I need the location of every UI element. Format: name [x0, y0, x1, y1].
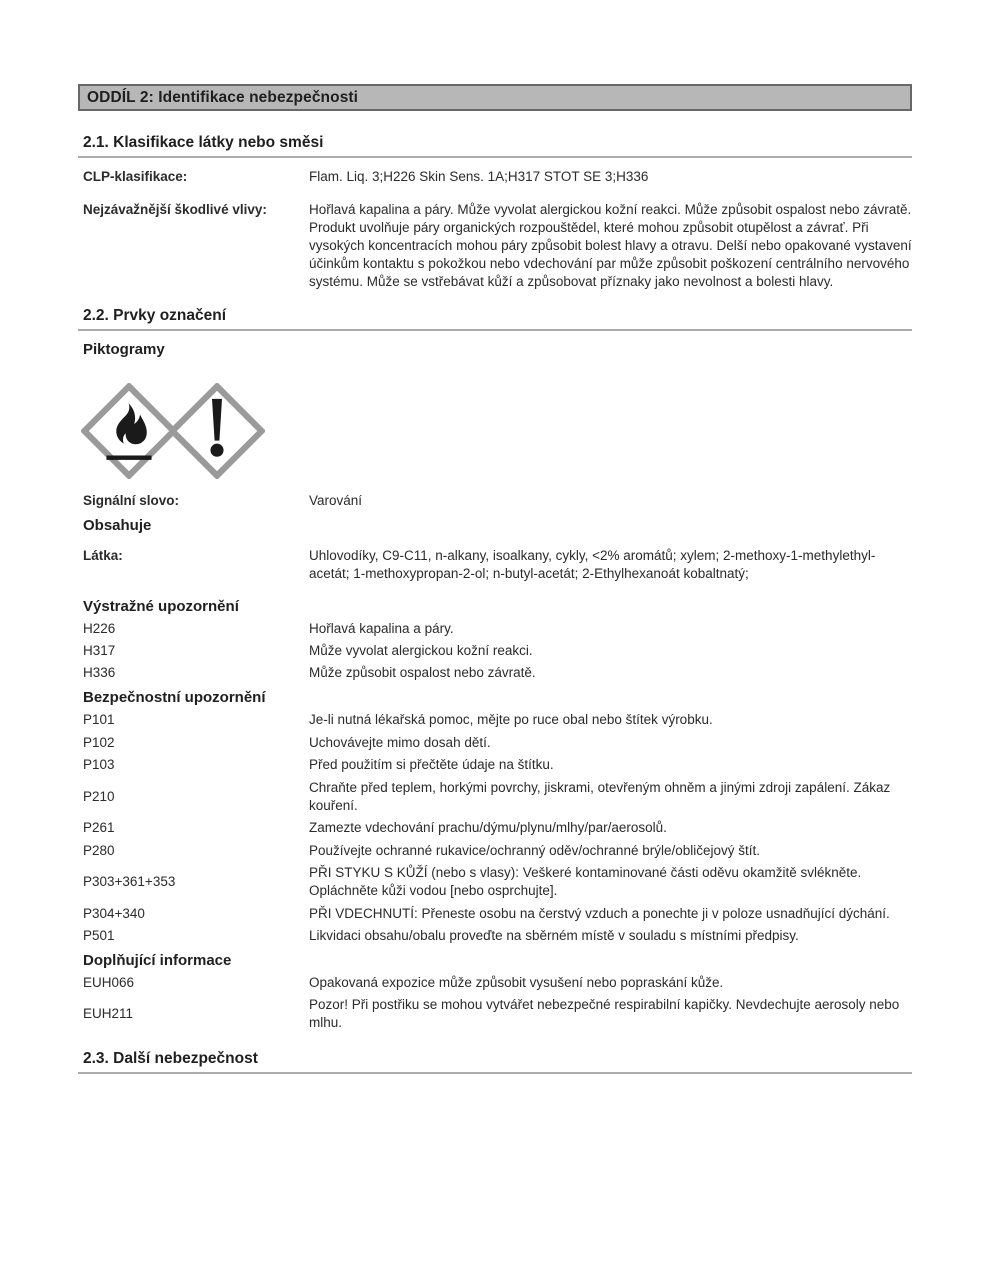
- hazard-code: H317: [83, 643, 116, 659]
- precaution-code: P303+361+353: [83, 874, 176, 890]
- signal-word-value: Varování: [309, 492, 363, 508]
- precaution-statement-row: [83, 927, 912, 945]
- precaution-statement-row: [83, 819, 912, 837]
- precaution-text: Uchovávejte mimo dosah dětí.: [309, 734, 491, 750]
- precaution-code: P280: [83, 842, 115, 858]
- subsection-2-1-title: 2.1. Klasifikace látky nebo směsi: [78, 134, 912, 158]
- precaution-code: P101: [83, 712, 115, 728]
- precaution-code: P261: [83, 820, 115, 836]
- signal-word-label: Signální slovo:: [83, 492, 180, 508]
- classification-rows: [78, 168, 912, 291]
- hazard-statements-heading: Výstražné upozornění: [83, 597, 239, 615]
- classification-row-label: Nejzávažnější škodlivé vlivy:: [83, 201, 267, 217]
- hazard-text: Může způsobit ospalost nebo závratě.: [309, 665, 536, 681]
- contains-heading: Obsahuje: [83, 516, 152, 534]
- supplemental-code: EUH211: [83, 1006, 134, 1022]
- precaution-code: P501: [83, 927, 115, 943]
- classification-row-value: Hořlavá kapalina a páry. Může vyvolat alergickou kožní reakci. Může způsobit ospalost nebo závratě. Produkt uvolňuje páry organických rozpouštědel, které mohou způsobit otupělost a závrať. Při vysokých koncentracích mohou páry způsobit bolest hlavy a otravu. Delší nebo opakované vystavení účinkům kontaktu s pokožkou nebo vdechování par může způsobit poškození centrálního nervového systému. Může se vstřebávat kůží a způsobovat příznaky jako nevolnost a bolesti hlavy.: [309, 201, 912, 289]
- precaution-statements: [78, 711, 912, 944]
- precaution-statements-heading: Bezpečnostní upozornění: [83, 689, 266, 707]
- hazard-code: H336: [83, 665, 116, 681]
- precaution-statement-row: [83, 756, 912, 774]
- precaution-statement-row: [83, 711, 912, 729]
- section-2-header-bar: [78, 84, 912, 111]
- hazard-text: Hořlavá kapalina a páry.: [309, 620, 454, 636]
- supplemental-info-heading: Doplňující informace: [83, 951, 232, 969]
- precaution-text: Chraňte před teplem, horkými povrchy, jiskrami, otevřeným ohněm a jinými zdroji zapálení. Zákaz kouření.: [309, 779, 891, 813]
- ghs-exclamation-pictogram-icon: [169, 383, 265, 479]
- ghs-flame-pictogram-icon: [81, 383, 177, 479]
- precaution-statement-row: [83, 905, 912, 923]
- substance-label: Látka:: [83, 547, 123, 563]
- precaution-code: P304+340: [83, 905, 145, 921]
- hazard-statement-row: [83, 642, 912, 660]
- precaution-statement-row: [83, 842, 912, 860]
- classification-row: [83, 201, 912, 291]
- supplemental-statements: [78, 974, 912, 1032]
- precaution-text: Používejte ochranné rukavice/ochranný oděv/ochranné brýle/obličejový štít.: [309, 842, 761, 858]
- precaution-text: PŘI STYKU S KŮŽÍ (nebo s vlasy): Veškeré kontaminované části oděvu okamžitě svlékněte. Opláchněte kůži vodou [nebo osprchujte].: [309, 865, 862, 899]
- precaution-code: P103: [83, 757, 115, 773]
- classification-row: [83, 168, 912, 186]
- precaution-code: P102: [83, 734, 115, 750]
- classification-row-label: CLP-klasifikace:: [83, 169, 188, 184]
- supplemental-statement-row: [83, 974, 912, 992]
- pictograms-heading: Piktogramy: [83, 340, 165, 358]
- ghs-pictograms: [81, 383, 912, 479]
- precaution-code: P210: [83, 788, 115, 804]
- supplemental-text: Pozor! Při postřiku se mohou vytvářet nebezpečné respirabilní kapičky. Nevdechujte aerosoly nebo mlhu.: [309, 997, 900, 1031]
- subsection-2-2-title: 2.2. Prvky označení: [78, 307, 912, 331]
- precaution-text: Je-li nutná lékařská pomoc, mějte po ruce obal nebo štítek výrobku.: [309, 712, 713, 728]
- precaution-text: Před použitím si přečtěte údaje na štítku.: [309, 757, 554, 773]
- supplemental-statement-row: [83, 996, 912, 1032]
- classification-row-value: Flam. Liq. 3;H226 Skin Sens. 1A;H317 STOT SE 3;H336: [309, 169, 649, 184]
- section-2-title: ODDÍL 2: Identifikace nebezpečnosti: [87, 88, 359, 106]
- precaution-statement-row: [83, 779, 912, 815]
- hazard-statements: [78, 620, 912, 683]
- hazard-text: Může vyvolat alergickou kožní reakci.: [309, 643, 533, 659]
- subsection-2-3: [78, 1050, 912, 1074]
- precaution-text: PŘI VDECHNUTÍ: Přeneste osobu na čerstvý vzduch a ponechte ji v poloze usnadňující dýchání.: [309, 905, 890, 921]
- substance-value: Uhlovodíky, C9-C11, n-alkany, isoalkany, cykly, <2% aromátů; xylem; 2-methoxy-1-methylethyl-acetát; 1-methoxypropan-2-ol; n-butyl-acetát; 2-Ethylhexanoát kobaltnatý;: [309, 547, 876, 581]
- supplemental-code: EUH066: [83, 974, 135, 990]
- substance-row: [83, 547, 912, 583]
- precaution-statement-row: [83, 734, 912, 752]
- hazard-code: H226: [83, 620, 116, 636]
- supplemental-text: Opakovaná expozice může způsobit vysušení nebo popraskání kůže.: [309, 974, 724, 990]
- precaution-statement-row: [83, 864, 912, 900]
- subsection-2-3-title: 2.3. Další nebezpečnost: [78, 1050, 912, 1074]
- subsection-2-1: [78, 134, 912, 291]
- hazard-statement-row: [83, 620, 912, 638]
- precaution-text: Likvidaci obsahu/obalu proveďte na sběrném místě v souladu s místními předpisy.: [309, 927, 799, 943]
- hazard-statement-row: [83, 664, 912, 682]
- precaution-text: Zamezte vdechování prachu/dýmu/plynu/mlhy/par/aerosolů.: [309, 820, 667, 836]
- subsection-2-2: [78, 307, 912, 1033]
- signal-word-row: [83, 492, 912, 510]
